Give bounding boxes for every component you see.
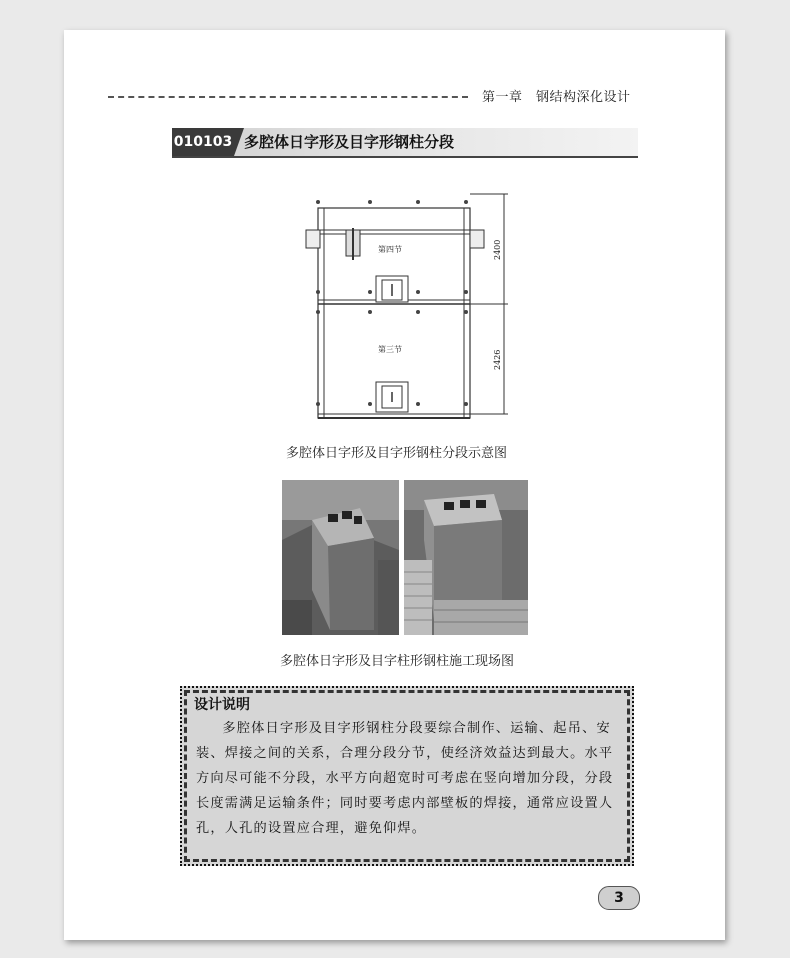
design-note-title: 设计说明 xyxy=(194,697,250,713)
lower-segment-label: 第三节 xyxy=(378,345,402,354)
construction-photo-left xyxy=(282,480,399,635)
construction-photo-right xyxy=(404,480,528,635)
header-dashed-rule xyxy=(108,96,468,98)
design-note-body: 多腔体日字形及目字形钢柱分段要综合制作、运输、起吊、安装、焊接之间的关系，合理分段分节，使经济效益达到最大。水平方向尽可能不分段，水平方向超宽时可考虑在竖向增加分段，分段长度需满足运输条件；同时要考虑内部壁板的焊接，通常应设置人孔，人孔的设置应合理，避免仰焊。 xyxy=(196,721,614,836)
section-title: 多腔体日字形及目字形钢柱分段 xyxy=(244,133,455,151)
page-number: 3 xyxy=(598,886,640,910)
dimension-lower: 2426 xyxy=(493,349,502,370)
photo-caption: 多腔体日字形及目字柱形钢柱施工现场图 xyxy=(280,654,515,669)
column-segment-diagram xyxy=(290,188,530,428)
dimension-upper: 2400 xyxy=(493,239,502,260)
section-code: 010103 xyxy=(172,128,234,156)
chapter-header: 第一章 钢结构深化设计 xyxy=(482,90,631,105)
diagram-caption: 多腔体日字形及目字形钢柱分段示意图 xyxy=(286,446,508,461)
upper-segment-label: 第四节 xyxy=(378,245,402,254)
section-heading xyxy=(172,128,638,158)
